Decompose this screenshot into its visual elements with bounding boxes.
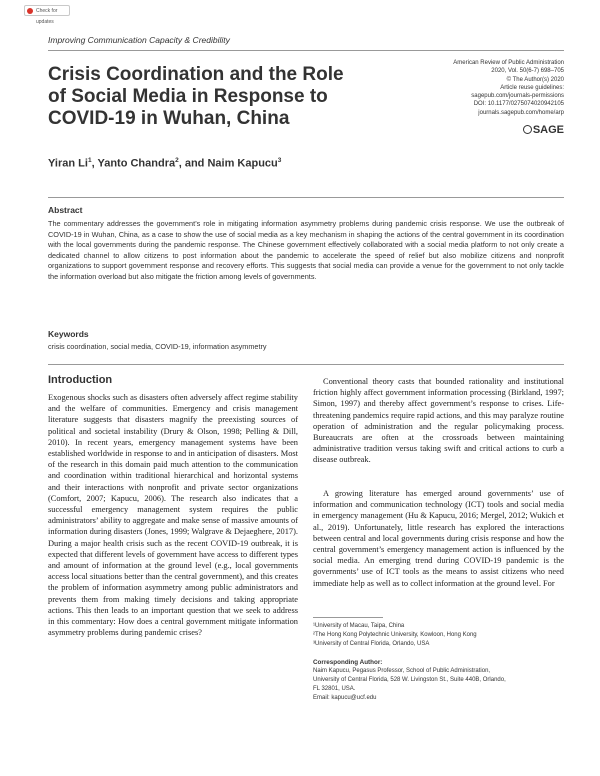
author-separator: , and	[178, 157, 208, 170]
author-list	[48, 157, 281, 170]
introduction-heading: Introduction	[48, 374, 113, 386]
check-for-updates-label: Check for updates	[36, 8, 58, 25]
body-paragraph: Exogenous shocks such as disasters often adversely affect regime stability and the welfare of communities. Emergency and crisis management literature suggests that disasters magnify the preexisting sources of political and societal instability (Drury & Olson, 1998; Pelling & Dill, 2010). In recent years, emergency management systems have been established worldwide in response to and in anticipation of disasters. Most of the research in this domain paid much attention to the communication and coordination within traditional hierarchical and horizontal systems and their interactions with nonprofit and private sector organizations (Comfort, 2007; Kapucu, 2006). The research also indicates that a successful emergency management system requires the public administrators’ ability to aggregate and make sense of massive amounts of information during disasters (Jones, 1999; Walgrave & Dejaeghere, 2017). During a major health crisis such as the recent COVID-19 outbreak, it is expected that different levels of government have access to different types and amount of information at the ground level (e.g., local governments access local situations better than the central government), and this creates the problem of information asymmetry among public administrators and prevents them from making timely decisions and taking appropriate actions. This then leads to an important question that we seek to address in this commentary: How does a central government mitigate information asymmetry problems during pandemic crises?	[48, 393, 298, 638]
author-separator: ,	[91, 157, 98, 170]
top-divider	[48, 50, 564, 51]
corresponding-line: University of Central Florida, 528 W. Livingston St., Suite 440B, Orlando,	[313, 677, 506, 683]
author-name: Yanto Chandra	[97, 157, 176, 170]
doi-link[interactable]: DOI: 10.1177/0275074020942105	[473, 101, 564, 108]
journal-home-link[interactable]: journals.sagepub.com/home/arp	[478, 109, 564, 116]
introduction-divider	[48, 364, 564, 365]
journal-volume: 2020, Vol. 50(6-7) 698–705	[491, 68, 564, 75]
affiliation-item: ¹University of Macau, Taipa, China	[313, 623, 405, 629]
reuse-guidelines-label: Article reuse guidelines:	[500, 84, 564, 91]
affiliation-item: ³University of Central Florida, Orlando, USA	[313, 640, 430, 647]
keywords-text: crisis coordination, social media, COVID-19, information asymmetry	[48, 342, 267, 351]
body-paragraph: Conventional theory casts that bounded rationality and institutional friction highly affect government information processing (Birkland, 1997; Simon, 1997) and thereby affect government’s response to crises. Life-threatening pandemics require rapid actions, and this may paralyze routine operation of administration and the regular policymaking process. Bureaucrats are often at the crossroads between maintaining administrative tradition versus taking swift and critical actions to curb a disease outbreak.	[313, 377, 564, 465]
corresponding-line: Naim Kapucu, Pegasus Professor, School of Public Administration,	[313, 668, 491, 674]
journal-name: American Review of Public Administration	[453, 60, 564, 66]
affiliation-marker: 3	[277, 157, 282, 164]
corresponding-author-heading: Corresponding Author:	[313, 659, 383, 666]
permissions-link[interactable]: sagepub.com/journals-permissions	[471, 93, 564, 100]
author-name: Yiran Li	[48, 157, 88, 170]
author-name: Naim Kapucu	[207, 157, 278, 170]
journal-info	[344, 59, 564, 117]
corresponding-author-details	[313, 667, 564, 703]
keywords-heading: Keywords	[48, 329, 89, 339]
abstract-text: The commentary addresses the government’s role in mitigating information asymmetry problems during pandemic crisis response. We use the outbreak of COVID-19 in Wuhan, China, as a case to show the use of social media as a key mechanism in shaping the actions of the central government in its coordination with the local governments during the pandemic response. The Chinese government effectively collaborated with a social media platform to not only create a dedicated channel to allow citizens to post information about the pandemic to accelerate the speed of relief but also mobilize citizens and nonprofit organizations to support government response and recovery efforts. This suggests that social media can provide a venue for the government to not only tackle the information overload but also mitigate the friction among levels of governments.	[48, 219, 564, 281]
abstract-heading: Abstract	[48, 205, 83, 215]
article-title: Crisis Coordination and the Role of Social Media in Response to COVID-19 in Wuhan, China	[48, 64, 344, 129]
affiliation-item: ²The Hong Kong Polytechnic University, Kowloon, Hong Kong	[313, 631, 477, 638]
abstract-divider	[48, 197, 564, 198]
publisher-logo	[523, 124, 564, 136]
affiliation-marker: 2	[175, 157, 179, 164]
body-paragraph: A growing literature has emerged around governments’ use of information and communication technology (ICT) tools and social media in emergency management (Hu & Kapucu, 2016; Mergel, 2012; Wukich et al., 2019). Unfortunately, little research has explored the interactions between central and local governments during crisis response and how the central government’s emergency management action is influenced by the social media. An emerging trend during COVID-19 pandemic is the governments’ use of ICT tools as the means to assist citizens who need immediate help as well as to collect information at the ground level. For	[313, 489, 564, 588]
affiliation-marker: 1	[87, 157, 92, 164]
footnote-divider	[313, 617, 383, 618]
corresponding-email-link[interactable]: Email: kapucu@ucf.edu	[313, 695, 377, 701]
affiliations	[313, 622, 564, 648]
section-label: Improving Communication Capacity & Credibility	[48, 35, 230, 45]
corresponding-line: FL 32801, USA.	[313, 686, 356, 692]
publisher-logo-text: SAGE	[532, 124, 564, 136]
check-updates-icon	[27, 8, 33, 14]
copyright: © The Author(s) 2020	[506, 76, 564, 83]
sage-logo-icon	[523, 125, 532, 134]
check-for-updates-badge[interactable]	[24, 5, 70, 25]
